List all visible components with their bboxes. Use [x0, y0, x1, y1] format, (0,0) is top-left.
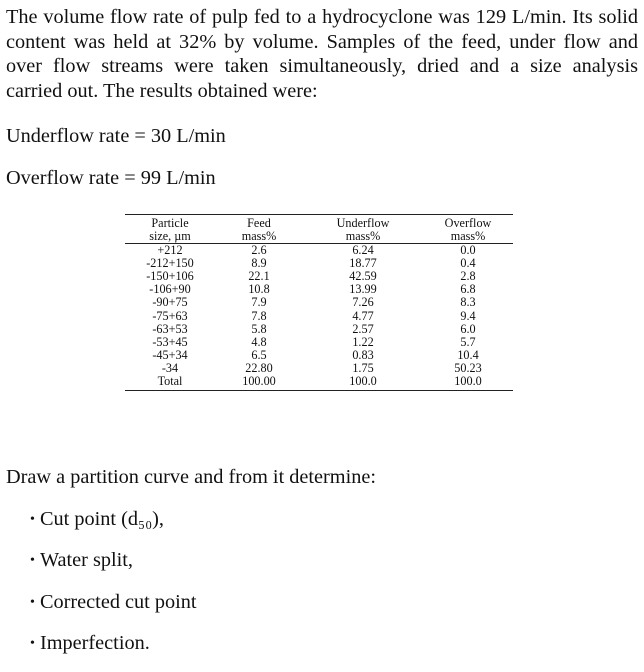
bullet-icon: •: [30, 512, 35, 527]
overflow-mass-cell: 2.8: [460, 269, 476, 284]
bullet-icon: •: [30, 553, 35, 569]
particle-size-cell: -34: [161, 360, 179, 375]
underflow-rate-text: Underflow rate = 30 L/min: [6, 125, 226, 147]
underflow-mass-cell: 13.99: [349, 282, 377, 297]
overflow-mass-cell: 8.3: [460, 295, 476, 310]
overflow-mass-cell: 0.0: [460, 243, 476, 258]
overflow-rate-text: Overflow rate = 99 L/min: [6, 167, 216, 189]
overflow-mass-cell: 5.7: [460, 334, 476, 349]
feed-mass-cell: 2.6: [251, 243, 267, 258]
task-item-water-split: • Water split,: [30, 549, 133, 572]
feed-mass-cell: 4.8: [251, 334, 267, 349]
feed-mass-cell: 7.9: [251, 295, 267, 310]
question-text: Draw a partition curve and from it determine:: [6, 466, 376, 488]
feed-mass-cell: 22.80: [245, 360, 273, 375]
table-header-row: [125, 215, 513, 244]
underflow-mass-cell: 6.24: [352, 243, 374, 258]
table-body: [125, 244, 513, 391]
particle-size-cell: -45+34: [152, 347, 188, 362]
task-item-corrected-cut-point: • Corrected cut point: [30, 590, 197, 613]
underflow-mass-cell: 0.83: [352, 347, 374, 362]
particle-size-cell: -63+53: [152, 321, 188, 336]
overflow-mass-cell: 9.4: [460, 308, 476, 323]
task-list: [30, 507, 197, 672]
header-overflow-mass: Overflow mass%: [444, 216, 492, 243]
feed-mass-cell: 7.8: [251, 308, 267, 323]
underflow-mass-cell: 4.77: [352, 308, 374, 323]
size-analysis-table-container: [125, 214, 513, 391]
particle-size-cell: Total: [157, 373, 183, 388]
overflow-mass-cell: 100.0: [454, 373, 482, 388]
header-particle-size: Particle size, µm: [149, 216, 191, 243]
problem-intro-text: The volume flow rate of pulp fed to a hydrocyclone was 129 L/min. Its solid content was held at 32% by volume. Samples of the feed, under flow and over flow streams were taken simultaneously, dried and a size analysis carried out. The results obtained were:: [6, 6, 638, 102]
feed-mass-cell: 6.5: [251, 347, 267, 362]
task-item-imperfection: • Imperfection.: [30, 631, 150, 654]
table-row: [125, 362, 513, 375]
particle-size-cell: -150+106: [146, 269, 194, 284]
underflow-mass-cell: 7.26: [352, 295, 374, 310]
feed-mass-cell: 22.1: [248, 269, 270, 284]
feed-mass-cell: 100.00: [242, 373, 276, 388]
feed-mass-cell: 8.9: [251, 256, 267, 271]
table-row: [125, 375, 513, 391]
particle-size-cell: -53+45: [152, 334, 188, 349]
particle-size-cell: -90+75: [152, 295, 188, 310]
overflow-mass-cell: 6.0: [460, 321, 476, 336]
feed-mass-cell: 5.8: [251, 321, 267, 336]
table-row: [125, 296, 513, 309]
particle-size-cell: -106+90: [149, 282, 191, 297]
underflow-mass-cell: 100.0: [349, 373, 377, 388]
table-row: [125, 244, 513, 258]
feed-mass-cell: 10.8: [248, 282, 270, 297]
bullet-icon: •: [30, 635, 35, 651]
table-row: [125, 309, 513, 322]
particle-size-cell: -212+150: [146, 256, 194, 271]
underflow-mass-cell: 1.22: [352, 334, 374, 349]
table-row: [125, 349, 513, 362]
table-row: [125, 336, 513, 349]
table-row: [125, 323, 513, 336]
header-feed-mass: Feed mass%: [241, 216, 277, 243]
task-item-cut-point: • Cut point (d₅₀),: [30, 508, 164, 530]
header-underflow-mass: Underflow mass%: [336, 216, 390, 243]
underflow-mass-cell: 2.57: [352, 321, 374, 336]
particle-size-cell: -75+63: [152, 308, 188, 323]
overflow-mass-cell: 50.23: [454, 360, 482, 375]
table-row: [125, 270, 513, 283]
underflow-mass-cell: 18.77: [349, 256, 377, 271]
underflow-mass-cell: 42.59: [349, 269, 377, 284]
overflow-mass-cell: 6.8: [460, 282, 476, 297]
size-analysis-table: [125, 214, 513, 391]
overflow-mass-cell: 0.4: [460, 256, 476, 271]
underflow-mass-cell: 1.75: [352, 360, 374, 375]
bullet-icon: •: [30, 594, 35, 610]
table-row: [125, 257, 513, 270]
table-row: [125, 283, 513, 296]
particle-size-cell: +212: [157, 243, 183, 258]
overflow-mass-cell: 10.4: [457, 347, 479, 362]
